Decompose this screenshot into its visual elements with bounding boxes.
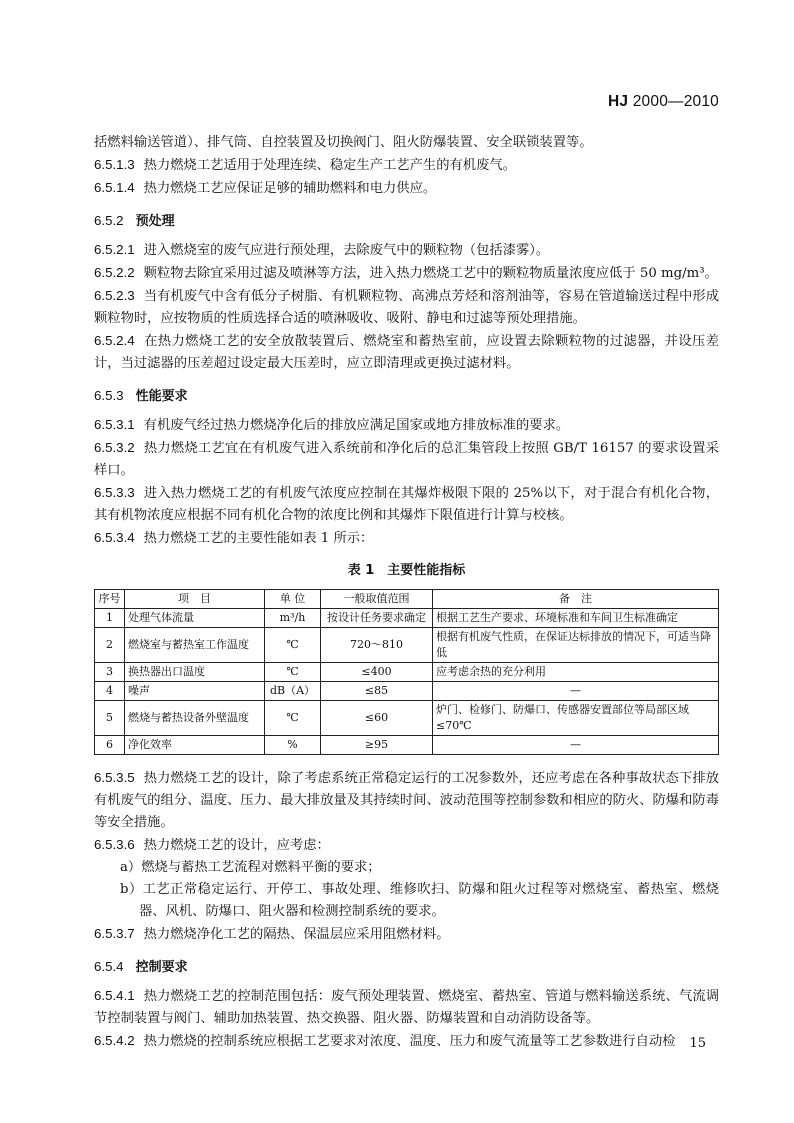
cell-index: 6 (95, 736, 125, 755)
table-row (95, 663, 719, 682)
paragraph (94, 154, 719, 177)
clause-number: 6.5.1.4 (94, 180, 135, 195)
clause-number: 6.5.2.4 (94, 333, 135, 348)
table-row (95, 682, 719, 701)
section-title: 控制要求 (135, 960, 188, 975)
paragraph (94, 1030, 719, 1053)
clause-number: 6.5.3.1 (94, 417, 135, 432)
clause-text: 有机废气经过热力燃烧净化后的排放应满足国家或地方排放标准的要求。 (143, 418, 570, 433)
cell-remarks: — (433, 736, 719, 755)
clause-number: 6.5.3.7 (94, 926, 135, 941)
cell-item: 净化效率 (125, 736, 265, 755)
cell-unit: ℃ (265, 628, 321, 663)
clause-number: 6.5.3.4 (94, 530, 135, 545)
clause-text: a）燃烧与蓄热工艺流程对燃料平衡的要求； (120, 860, 381, 875)
cell-remarks: 应考虑余热的充分利用 (433, 663, 719, 682)
header-remarks: 备 注 (433, 590, 719, 609)
clause-number: 6.5.1.3 (94, 157, 135, 172)
table-row (95, 628, 719, 663)
clause-number: 6.5.2.3 (94, 288, 135, 303)
cell-range: ≤400 (321, 663, 433, 682)
clause-text: 热力燃烧工艺适用于处理连续、稳定生产工艺产生的有机废气。 (143, 158, 516, 173)
content-top (94, 132, 719, 550)
cell-item: 噪声 (125, 682, 265, 701)
paragraph (94, 177, 719, 200)
header-item: 项 目 (125, 590, 265, 609)
cell-index: 1 (95, 609, 125, 628)
cell-range: ≤85 (321, 682, 433, 701)
paragraph (94, 330, 719, 375)
section-heading (94, 210, 719, 233)
document-code-prefix: HJ (608, 93, 629, 110)
cell-item: 换热器出口温度 (125, 663, 265, 682)
cell-item: 燃烧与蓄热设备外壁温度 (125, 701, 265, 736)
table-body (95, 609, 719, 755)
clause-number: 6.5.3.5 (94, 770, 135, 785)
clause-text: 热力燃烧工艺的设计，除了考虑系统正常稳定运行的工况参数外，还应考虑在各种事故状态下排放有机废气的组分、温度、压力、最大排放量及其持续时间、波动范围等控制参数和相应的防火、防爆和防毒等安全措施。 (94, 771, 719, 830)
paragraph (94, 923, 719, 946)
table-row (95, 609, 719, 628)
list-item (94, 857, 719, 879)
document-code-header (608, 93, 719, 111)
cell-item: 燃烧室与蓄热室工作温度 (125, 628, 265, 663)
document-code-number: 2000—2010 (632, 93, 719, 110)
cell-item: 处理气体流量 (125, 609, 265, 628)
cell-index: 4 (95, 682, 125, 701)
section-title: 预处理 (135, 214, 175, 229)
table-row (95, 736, 719, 755)
clause-text: 热力燃烧工艺宜在有机废气进入系统前和净化后的总汇集管段上按照 GB/T 16157 的要求设置采样口。 (94, 441, 719, 478)
clause-text: 进入燃烧室的废气应进行预处理，去除废气中的颗粒物（包括漆雾）。 (143, 243, 550, 258)
header-range: 一般取值范围 (321, 590, 433, 609)
list-item (94, 879, 719, 923)
performance-table (94, 589, 719, 755)
cell-unit: % (265, 736, 321, 755)
clause-text: 热力燃烧净化工艺的隔热、保温层应采用阻燃材料。 (143, 927, 450, 942)
paragraph (94, 437, 719, 482)
section-title: 性能要求 (135, 389, 188, 404)
clause-number: 6.5.2.2 (94, 265, 135, 280)
cell-remarks: 根据有机废气性质，在保证达标排放的情况下，可适当降低 (433, 628, 719, 663)
clause-text: 热力燃烧工艺的控制范围包括：废气预处理装置、燃烧室、蓄热室、管道与燃料输送系统、气流调节控制装置与阀门、辅助加热装置、热交换器、阻火器、防爆装置和自动消防设备等。 (94, 989, 719, 1026)
paragraph (94, 132, 719, 154)
cell-unit: ℃ (265, 663, 321, 682)
clause-number: 6.5.4.1 (94, 988, 135, 1003)
paragraph (94, 985, 719, 1030)
header-unit: 单 位 (265, 590, 321, 609)
paragraph (94, 834, 719, 857)
cell-range: 按设计任务要求确定 (321, 609, 433, 628)
clause-number: 6.5.3 (94, 388, 124, 403)
paragraph (94, 527, 719, 550)
cell-remarks: 根据工艺生产要求、环境标准和车间卫生标准确定 (433, 609, 719, 628)
cell-unit: ℃ (265, 701, 321, 736)
cell-remarks: 炉门、检修门、防爆口、传感器安置部位等局部区域≤70℃ (433, 701, 719, 736)
clause-text: 热力燃烧工艺应保证足够的辅助燃料和电力供应。 (143, 181, 437, 196)
header-index: 序号 (95, 590, 125, 609)
clause-number: 6.5.4.2 (94, 1033, 135, 1048)
cell-unit: m³/h (265, 609, 321, 628)
paragraph (94, 262, 719, 285)
cell-index: 5 (95, 701, 125, 736)
cell-range: 720～810 (321, 628, 433, 663)
clause-text: 当有机废气中含有低分子树脂、有机颗粒物、高沸点芳烃和溶剂油等，容易在管道输送过程中形成颗粒物时，应按物质的性质选择合适的喷淋吸收、吸附、静电和过滤等预处理措施。 (94, 289, 719, 326)
clause-text: 热力燃烧的控制系统应根据工艺要求对浓度、温度、压力和废气流量等工艺参数进行自动检 (143, 1034, 676, 1049)
clause-text: b）工艺正常稳定运行、开停工、事故处理、维修吹扫、防爆和阻火过程等对燃烧室、蓄热室、燃烧器、风机、防爆口、阻火器和检测控制系统的要求。 (120, 882, 719, 919)
clause-text: 热力燃烧工艺的主要性能如表 1 所示： (143, 531, 374, 546)
table-header-row (95, 590, 719, 609)
clause-number: 6.5.2.1 (94, 242, 135, 257)
clause-number: 6.5.3.3 (94, 485, 135, 500)
paragraph (94, 767, 719, 834)
cell-range: ≤60 (321, 701, 433, 736)
clause-text: 进入热力燃烧工艺的有机废气浓度应控制在其爆炸极限下限的 25%以下，对于混合有机化合物，其有机物浓度应根据不同有机化合物的浓度比例和其爆炸下限值进行计算与校核。 (94, 486, 719, 523)
content-bottom (94, 767, 719, 1053)
clause-text: 在热力燃烧工艺的安全放散装置后、燃烧室和蓄热室前，应设置去除颗粒物的过滤器，并设压差计，当过滤器的压差超过设定最大压差时，应立即清理或更换过滤材料。 (94, 334, 719, 371)
clause-text: 热力燃烧工艺的设计，应考虑： (143, 838, 330, 853)
clause-number: 6.5.2 (94, 213, 124, 228)
section-heading (94, 385, 719, 408)
cell-index: 2 (95, 628, 125, 663)
paragraph (94, 285, 719, 330)
paragraph (94, 414, 719, 437)
page-number: 15 (689, 1036, 706, 1051)
clause-text: 括燃料输送管道）、排气筒、自控装置及切换阀门、阻火防爆装置、安全联锁装置等。 (94, 135, 593, 150)
cell-index: 3 (95, 663, 125, 682)
table-row (95, 701, 719, 736)
paragraph (94, 482, 719, 527)
clause-number: 6.5.3.6 (94, 837, 135, 852)
cell-range: ≥95 (321, 736, 433, 755)
clause-text: 颗粒物去除宜采用过滤及喷淋等方法，进入热力燃烧工艺中的颗粒物质量浓度应低于 50 mg/m³。 (143, 266, 718, 281)
section-heading (94, 956, 719, 979)
cell-unit: dB（A） (265, 682, 321, 701)
clause-number: 6.5.4 (94, 959, 124, 974)
clause-number: 6.5.3.2 (94, 440, 135, 455)
table-caption: 表 1 主要性能指标 (347, 563, 466, 578)
cell-remarks: — (433, 682, 719, 701)
page-content (94, 132, 719, 1053)
paragraph (94, 239, 719, 262)
